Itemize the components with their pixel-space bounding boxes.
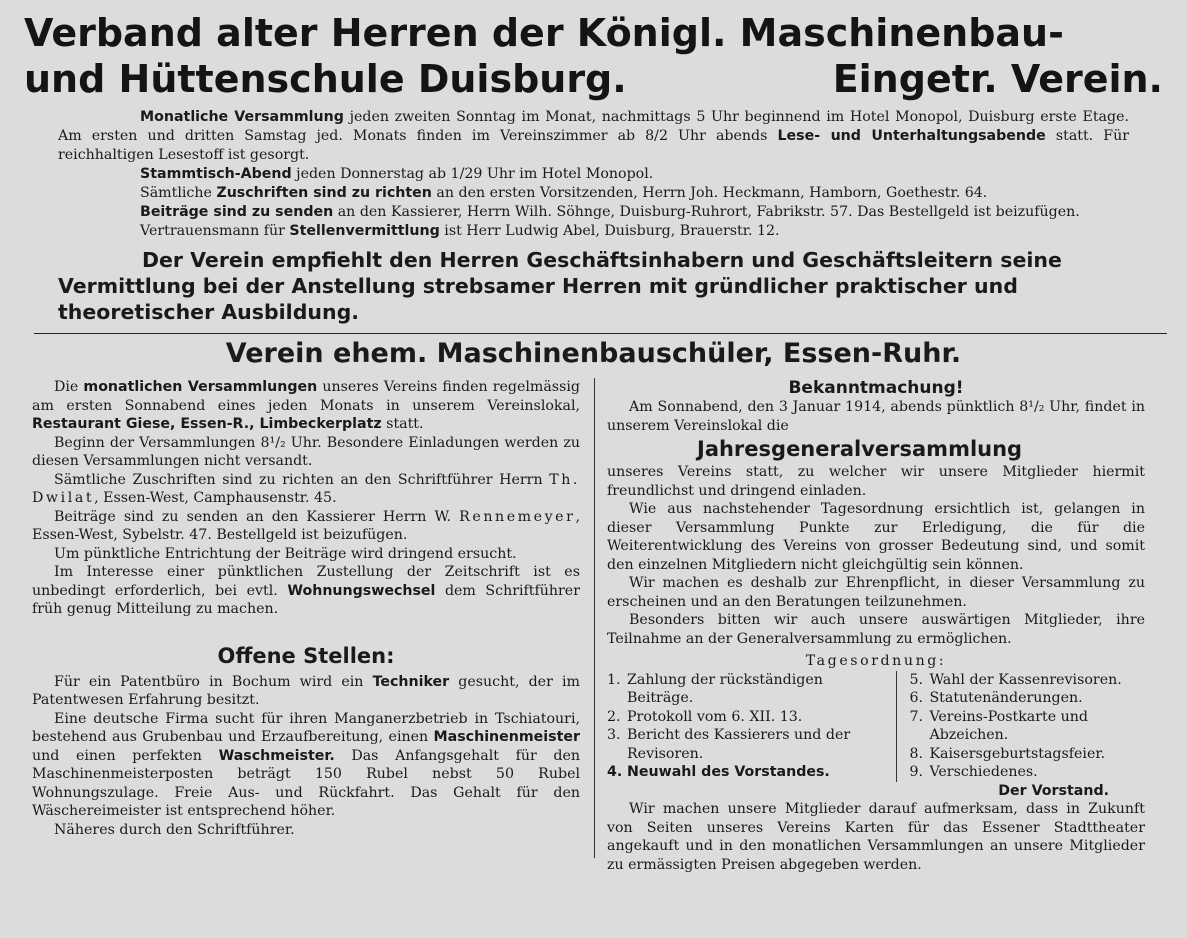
payment-request: Um pünktliche Entrichtung der Beiträge wird dringend ersucht.	[54, 545, 517, 562]
agenda-item: 3. Bericht des Kassierers und der Revisoren.	[607, 727, 851, 762]
agenda-item: 8. Kaisersgeburtstagsfeier.	[909, 745, 1106, 762]
job-technician: Für ein Patentbüro in Bochum wird ein Techniker gesucht, der im Patentwesen Erfahrung besitzt.	[32, 673, 580, 708]
meeting-start: Beginn der Versammlungen 8¹/₂ Uhr. Besondere Einladungen werden zu diesen Versammlungen nicht versandt.	[32, 434, 580, 469]
agenda-importance: Wie aus nachstehender Tagesordnung ersichtlich ist, gelangen in dieser Versammlung Punkte zur Erledigung, die für die Weiterentwicklung des Vereins von grosser Bedeutung sind, und somit den einzelnen Mitgliedern nicht gleichgültig sein können.	[607, 501, 1145, 573]
job-contact: Näheres durch den Schriftführer.	[54, 821, 295, 838]
announcement-heading: Bekanntmachung!	[788, 378, 964, 398]
stammtisch-notice: Stammtisch-Abend jeden Donnerstag ab 1/29 Uhr im Hotel Monopol.	[140, 166, 654, 182]
placement-notice: Vertrauensmann für Stellenvermittlung ist Herr Ludwig Abel, Duisburg, Brauerstr. 12.	[140, 223, 780, 239]
meeting-notice: Monatliche Versammlung jeden zweiten Sonntag im Monat, nachmittags 5 Uhr beginnend im Hotel Monopol, Duisburg erste Etage. Am ersten und dritten Samstag jed. Monats finden im Vereinszimmer ab 8/2 Uhr abends Lese- und Unterhaltungsabende statt. Für reichhaltigen Lesestoff ist gesorgt.	[58, 109, 1130, 163]
verein-columns	[24, 378, 1163, 874]
correspondence-notice: Sämtliche Zuschriften sind zu richten an den ersten Vorsitzenden, Herrn Joh. Heckmann, Hamborn, Goethestr. 64.	[140, 185, 988, 201]
recommendation-text: Der Verein empfiehlt den Herren Geschäftsinhabern und Geschäftsleitern seine Vermittlung bei der Anstellung strebsamer Herren mit gründlicher praktischer und theoretischer Ausbildung.	[58, 248, 1062, 324]
agenda-item: 7. Vereins-Postkarte und Abzeichen.	[909, 708, 1089, 743]
agenda-item: 4. Neuwahl des Vorstandes.	[607, 764, 830, 780]
attendance-duty: Wir machen es deshalb zur Ehrenpflicht, in dieser Versammlung zu erscheinen und an den Beratungen teilzunehmen.	[607, 575, 1145, 610]
title-line-1: Verband alter Herren der Königl. Maschinenbau-	[24, 11, 1064, 55]
monthly-meetings: Die monatlichen Versammlungen unseres Vereins finden regelmässig am ersten Sonnabend eines jeden Monats in unserem Vereinslokal, Restaurant Giese, Essen-R., Limbeckerplatz statt.	[32, 379, 580, 432]
job-machine-master: Eine deutsche Firma sucht für ihren Manganerzbetrieb in Tschiatouri, bestehend aus Grubenbau und Erzaufbereitung, einen Maschinenmeister und einen perfekten Waschmeister. Das Anfangsgehalt für den Maschinenmeisterposten beträgt 150 Rubel nebst 50 Rubel Wohnungszulage. Freie Aus- und Rückfahrt. Das Gehalt für den Wäschereimeister ist entsprechend höher.	[32, 710, 580, 819]
agenda-item: 6. Statutenänderungen.	[909, 690, 1083, 706]
section-divider	[34, 333, 1167, 334]
invitation-text: unseres Vereins statt, zu welcher wir unsere Mitglieder hiermit freundlichst und dringend einladen.	[607, 464, 1145, 499]
verein-title: Verein ehem. Maschinenbauschüler, Essen-Ruhr.	[225, 338, 962, 369]
external-members: Besonders bitten wir auch unsere auswärtigen Mitglieder, ihre Teilnahme an der Generalversammlung zu ermöglichen.	[607, 612, 1145, 647]
right-column	[607, 378, 1145, 874]
treasurer-address: Beiträge sind zu senden an den Kassierer Herrn W. Rennemeyer, Essen-West, Sybelstr. 47. Bestellgeld ist beizufügen.	[32, 508, 580, 543]
address-change-notice: Im Interesse einer pünktlichen Zustellung der Zeitschrift ist es unbedingt erforderlich, bei evtl. Wohnungswechsel dem Schriftführer früh genug Mitteilung zu machen.	[32, 564, 580, 617]
verband-notices	[24, 102, 1163, 241]
left-column	[24, 378, 580, 874]
title-line-2: und Hüttenschule Duisburg. Eingetr. Verein.	[24, 57, 1163, 101]
theatre-tickets-notice: Wir machen unsere Mitglieder darauf aufmerksam, dass in Zukunft von Seiten unseres Vereins Karten für das Essener Stadttheater angekauft und in den monatlichen Versammlungen an unsere Mitglieder zu ermässigten Preisen abgegeben werden.	[607, 801, 1145, 873]
job-openings-title: Offene Stellen:	[217, 643, 395, 668]
column-divider	[594, 378, 595, 858]
agenda-item: 2. Protokoll vom 6. XII. 13.	[607, 708, 803, 725]
agenda-right-list	[897, 671, 1145, 782]
agenda-item: 1. Zahlung der rückständigen Beiträge.	[607, 671, 823, 706]
agenda-left-list	[607, 671, 897, 782]
general-assembly-title: Jahresgeneralversammlung	[697, 437, 1023, 461]
agenda	[607, 671, 1145, 782]
announcement-date: Am Sonnabend, den 3 Januar 1914, abends pünktlich 8¹/₂ Uhr, findet in unserem Vereinslokal die	[607, 399, 1145, 434]
secretary-address: Sämtliche Zuschriften sind zu richten an den Schriftführer Herrn Th. Dwilat, Essen-West, Camphausenstr. 45.	[32, 471, 580, 506]
agenda-item: 9. Verschiedenes.	[909, 764, 1038, 780]
dues-notice: Beiträge sind zu senden an den Kassierer, Herrn Wilh. Söhnge, Duisburg-Ruhrort, Fabrikstr. 57. Das Bestellgeld ist beizufügen.	[140, 204, 1080, 220]
verband-title	[24, 10, 1163, 102]
agenda-item: 5. Wahl der Kassenrevisoren.	[909, 671, 1122, 688]
board-signature: Der Vorstand.	[998, 782, 1109, 799]
agenda-title: Tagesordnung:	[805, 653, 947, 669]
